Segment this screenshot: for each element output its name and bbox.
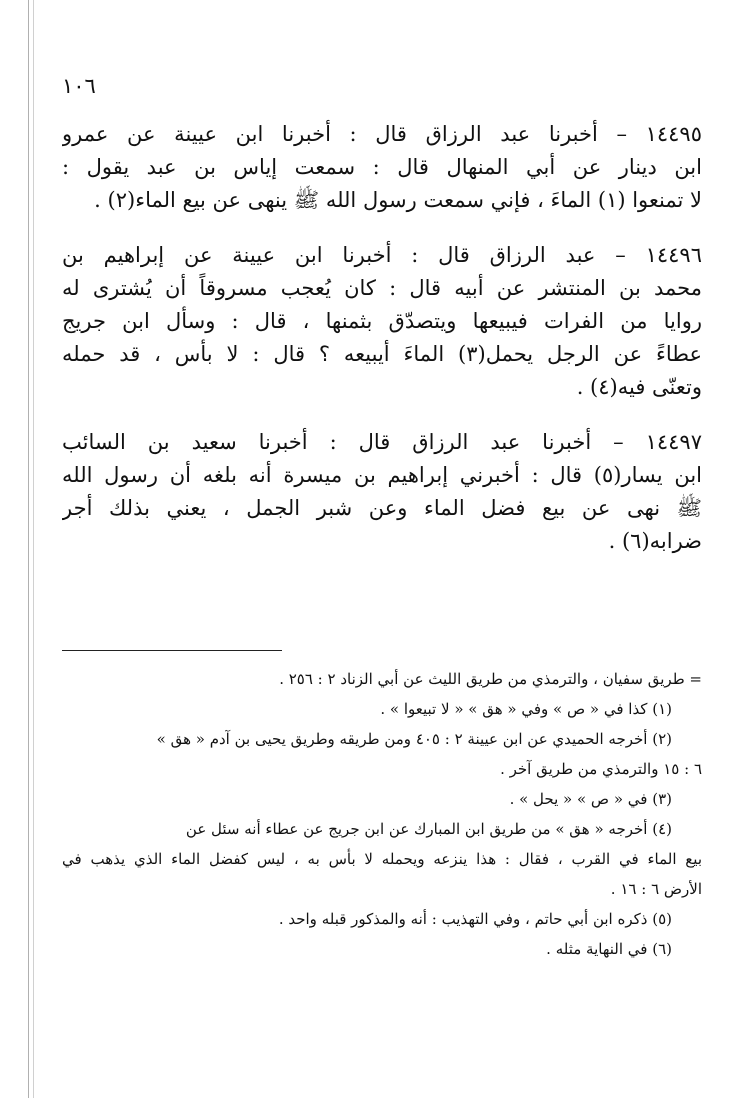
main-text	[62, 118, 702, 580]
page-number: ١٠٦	[62, 74, 96, 98]
scan-edge-line	[33, 0, 34, 1098]
footnote-5: (٥) ذكره ابن أبي حاتم ، وفي التهذيب : أنه والمذكور قبله واحد .	[278, 910, 672, 928]
text-line: ١٤٤٩٥ – أخبرنا عبد الرزاق قال : أخبرنا ابن عيينة عن عمرو	[62, 122, 702, 146]
hadith-entry-14495	[62, 118, 702, 217]
text-line: محمد بن المنتشر عن أبيه قال : كان يُعجب مسروقاً أن يُشترى له	[62, 276, 702, 300]
text-line: ابن يسار(٥) قال : أخبرني إبراهيم بن ميسرة أنه بلغه أن رسول الله	[62, 463, 702, 487]
text-line: ١٤٤٩٦ – عبد الرزاق قال : أخبرنا ابن عيينة عن إبراهيم بن	[62, 243, 702, 267]
footnote-4: (٤) أخرجه « هق » من طريق ابن المبارك عن ابن جريج عن عطاء أنه سئل عن	[185, 820, 672, 838]
text-line: ضرابه(٦) .	[608, 529, 702, 553]
scan-edge-line	[28, 0, 29, 1098]
text-line: وتعنّى فيه(٤) .	[576, 375, 702, 399]
text-line: روايا من الفرات فيبيعها ويتصدّق بثمنها ، قال : وسأل ابن جريج	[62, 309, 702, 333]
footnote-1: (١) كذا في « ص » وفي « هق » « لا تبيعوا » .	[380, 700, 672, 718]
hadith-entry-14496	[62, 239, 702, 404]
footnote-6: (٦) في النهاية مثله .	[546, 940, 672, 958]
footnote-line: الأرض ٦ : ١٦ .	[610, 880, 702, 898]
text-line: عطاءً عن الرجل يحمل(٣) الماءَ أيبيعه ؟ قال : لا بأس ، قد حمله	[62, 342, 702, 366]
hadith-entry-14497	[62, 426, 702, 558]
footnote-line: ٦ : ١٥ والترمذي من طريق آخر .	[500, 760, 702, 778]
text-line: لا تمنعوا (١) الماءَ ، فإني سمعت رسول الله ﷺ ينهى عن بيع الماء(٢) .	[94, 188, 702, 212]
book-page	[62, 60, 702, 1060]
footnote-divider	[62, 650, 282, 651]
footnote-line: = طريق سفيان ، والترمذي من طريق الليث عن أبي الزناد ٢ : ٢٥٦ .	[279, 670, 702, 688]
footnotes	[62, 664, 702, 964]
footnote-line: بيع الماء في القرب ، فقال : هذا ينزعه ويحمله لا بأس به ، ليس كفضل الماء الذي يذهب في	[62, 850, 702, 868]
text-line: ١٤٤٩٧ – أخبرنا عبد الرزاق قال : أخبرنا سعيد بن السائب	[62, 430, 702, 454]
text-line: ابن دينار عن أبي المنهال قال : سمعت إياس بن عبد يقول :	[62, 155, 702, 179]
footnote-2: (٢) أخرجه الحميدي عن ابن عيينة ٢ : ٤٠٥ ومن طريقه وطريق يحيى بن آدم « هق »	[156, 730, 672, 748]
footnote-3: (٣) في « ص » « يحل » .	[509, 790, 672, 808]
text-line: ﷺ نهى عن بيع فضل الماء وعن شبر الجمل ، يعني بذلك أجر	[62, 496, 702, 520]
